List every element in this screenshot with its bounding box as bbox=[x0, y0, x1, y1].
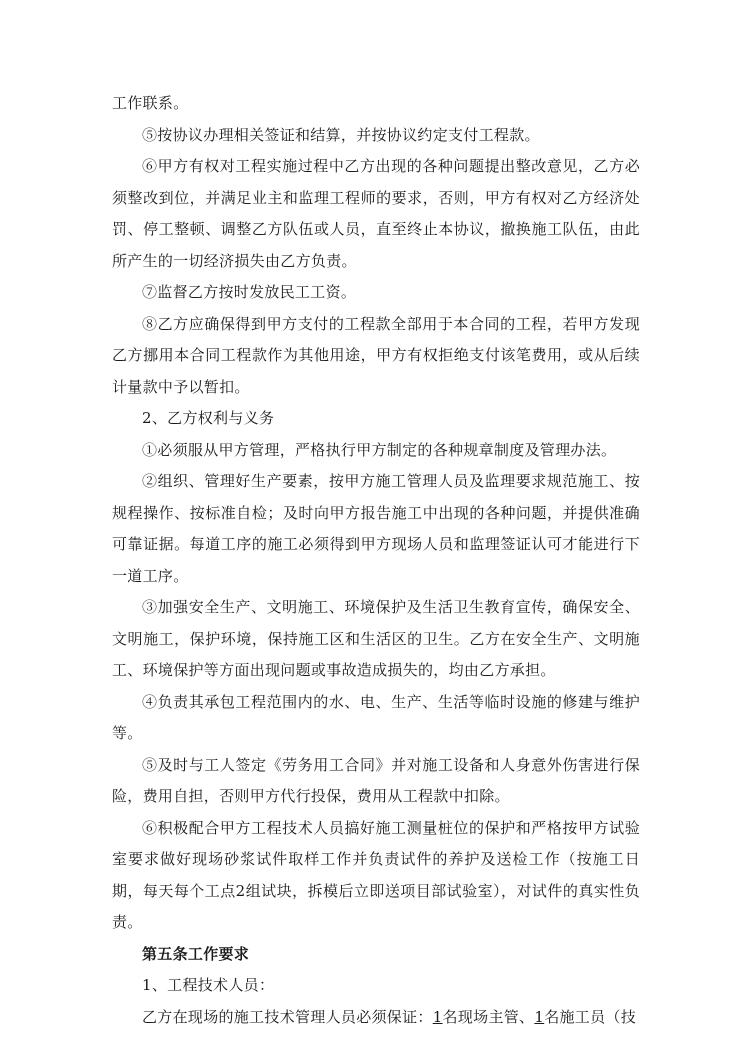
paragraph: ⑥积极配合甲方工程技术人员搞好施工测量桩位的保护和严格按甲方试验室要求做好现场砂浆试件取样工作并负责试件的养护及送检工作（按施工日期，每天每个工点2组试块，拆模后立即送项目部试验室），对试件的真实性负责。 bbox=[112, 818, 640, 931]
paragraph: ②组织、管理好生产要素，按甲方施工管理人员及监理要求规范施工、按规程操作、按标准自检；及时向甲方报告施工中出现的各种问题，并提供准确可靠证据。每道工序的施工必须得到甲方现场人员和监理签证认可才能进行下一道工序。 bbox=[112, 472, 640, 585]
last-line-suffix: 名施工员（技 bbox=[544, 1007, 637, 1026]
paragraph: ①必须服从甲方管理，严格执行甲方制定的各种规章制度及管理办法。 bbox=[142, 440, 617, 459]
paragraph: ⑤及时与工人签定《劳务用工合同》并对施工设备和人身意外伤害进行保险，费用自担，否则甲方代行投保，费用从工程款中扣除。 bbox=[112, 755, 640, 805]
document-body bbox=[112, 88, 640, 1033]
paragraph: ⑤按协议办理相关签证和结算，并按协议约定支付工程款。 bbox=[142, 125, 540, 144]
section-subtitle: 2、乙方权利与义务 bbox=[142, 409, 275, 427]
paragraph: 工作联系。 bbox=[112, 94, 189, 112]
paragraph: ⑧乙方应确保得到甲方支付的工程款全部用于本合同的工程，若甲方发现乙方挪用本合同工程款作为其他用途，甲方有权拒绝支付该笔费用，或从后续计量款中予以暂扣。 bbox=[112, 314, 640, 396]
article-heading: 第五条工作要求 bbox=[142, 944, 250, 963]
manager-count: 1 bbox=[432, 1007, 443, 1026]
paragraph-last-line bbox=[112, 1002, 640, 1034]
paragraph: ③加强安全生产、文明施工、环境保护及生活卫生教育宣传，确保安全、文明施工，保护环境，保持施工区和生活区的卫生。乙方在安全生产、文明施工、环境保护等方面出现问题或事故造成损失的，均由乙方承担。 bbox=[112, 598, 640, 679]
paragraph: ④负责其承包工程范围内的水、电、生产、生活等临时设施的修建与维护等。 bbox=[112, 692, 640, 742]
paragraph: ⑥甲方有权对工程实施过程中乙方出现的各种问题提出整改意见，乙方必须整改到位，并满足业主和监理工程师的要求，否则，甲方有权对乙方经济处罚、停工整顿、调整乙方队伍或人员，直至终止本协议，撤换施工队伍，由此所产生的一切经济损失由乙方负责。 bbox=[112, 157, 640, 270]
paragraph: ⑦监督乙方按时发放民工工资。 bbox=[142, 283, 357, 301]
last-line-mid: 名现场主管、 bbox=[442, 1007, 535, 1026]
worker-count: 1 bbox=[534, 1007, 545, 1026]
last-line-prefix: 乙方在现场的施工技术管理人员必须保证： bbox=[142, 1007, 433, 1026]
section-subtitle: 1、工程技术人员： bbox=[142, 976, 275, 994]
